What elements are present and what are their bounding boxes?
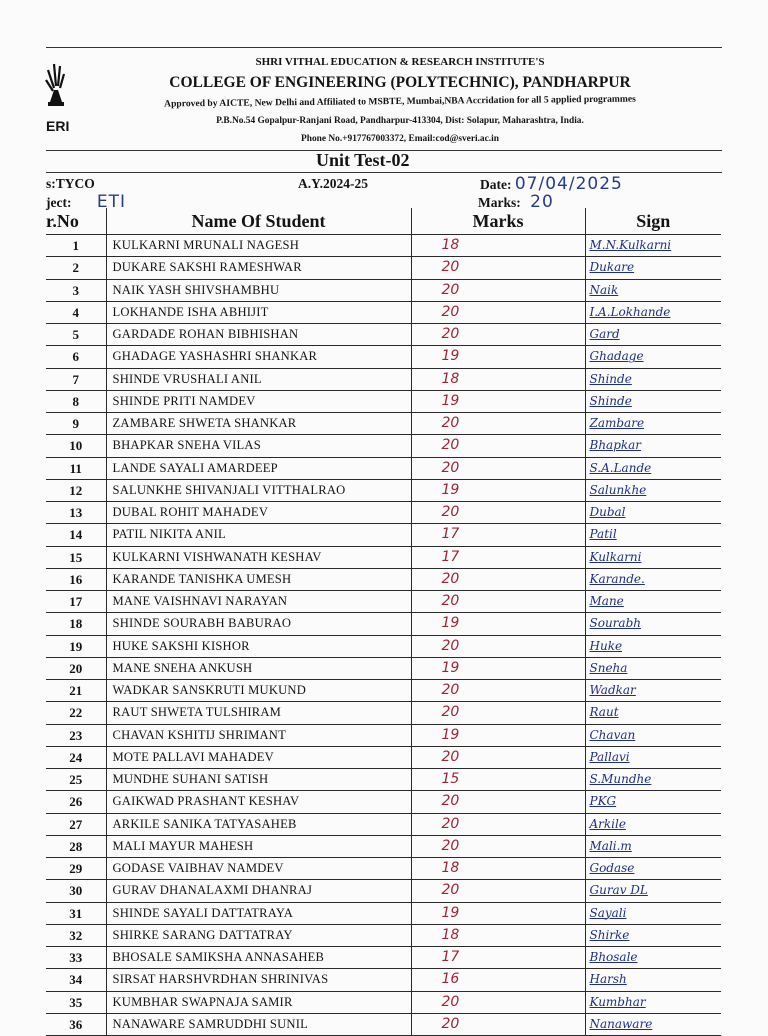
handwritten-signature: Gard [589, 327, 620, 342]
signature-cell [585, 457, 721, 479]
student-name-cell: SIRSAT HARSHVRDHAN SHRINIVAS [106, 969, 411, 991]
marks-cell: 19 [411, 346, 585, 368]
student-name-cell: LANDE SAYALI AMARDEEP [106, 457, 411, 479]
handwritten-signature: Shinde [589, 371, 632, 386]
signature-cell [585, 969, 721, 991]
date-field [480, 174, 623, 194]
student-name-cell: DUKARE SAKSHI RAMESHWAR [106, 257, 411, 279]
table-row [46, 969, 721, 991]
handwritten-signature: S.A.Lande [589, 460, 652, 475]
serial-number-cell: 34 [46, 969, 106, 991]
signature-cell [585, 702, 721, 724]
table-row [46, 769, 721, 791]
table-row [46, 613, 721, 635]
signature-cell [585, 813, 721, 835]
marks-cell: 20 [411, 680, 585, 702]
signature-cell [585, 880, 721, 902]
table-row [46, 746, 721, 768]
handwritten-signature: M.N.Kulkarni [589, 238, 672, 253]
table-row [46, 880, 721, 902]
marks-cell: 20 [411, 279, 585, 301]
table-row [46, 591, 721, 613]
handwritten-signature: Karande. [589, 571, 645, 586]
serial-number-cell: 27 [46, 813, 106, 835]
handwritten-signature: Nanaware [589, 1016, 653, 1031]
serial-number-cell: 30 [46, 880, 106, 902]
handwritten-signature: Patil [589, 527, 617, 542]
table-row [46, 657, 721, 679]
marks-cell: 19 [411, 902, 585, 924]
marks-cell: 19 [411, 657, 585, 679]
student-name-cell: SHINDE SAYALI DATTATRAYA [106, 902, 411, 924]
serial-number-cell: 19 [46, 635, 106, 657]
student-name-cell: SALUNKHE SHIVANJALI VITTHALRAO [106, 479, 411, 501]
marks-cell: 17 [411, 546, 585, 568]
marks-cell: 20 [411, 991, 585, 1013]
serial-number-cell: 20 [46, 657, 106, 679]
subject-label: ject: [46, 195, 72, 210]
handwritten-signature: Mali.m [589, 838, 632, 853]
marks-cell: 19 [411, 390, 585, 412]
handwritten-signature: PKG [589, 794, 617, 809]
serial-number-cell: 6 [46, 346, 106, 368]
marks-cell: 18 [411, 235, 585, 257]
marks-cell: 20 [411, 635, 585, 657]
student-name-cell: GARDADE ROHAN BIBHISHAN [106, 324, 411, 346]
handwritten-signature: I.A.Lokhande [589, 304, 671, 319]
table-row [46, 502, 721, 524]
contact-line: Phone No.+917767003372, Email:cod@sveri.ac.in [301, 134, 499, 144]
column-header-marks: Marks [411, 208, 585, 235]
signature-cell [585, 591, 721, 613]
serial-number-cell: 35 [46, 991, 106, 1013]
table-row [46, 235, 721, 257]
signature-cell [585, 680, 721, 702]
marks-cell: 20 [411, 791, 585, 813]
signature-cell [585, 413, 721, 435]
serial-number-cell: 33 [46, 947, 106, 969]
handwritten-signature: Pallavi [589, 749, 630, 764]
student-name-cell: KULKARNI MRUNALI NAGESH [106, 235, 411, 257]
top-border-line [46, 47, 722, 48]
marks-cell: 18 [411, 924, 585, 946]
handwritten-signature: Sourabh [589, 616, 641, 631]
serial-number-cell: 23 [46, 724, 106, 746]
serial-number-cell: 36 [46, 1013, 106, 1035]
column-header-sign: Sign [585, 208, 721, 235]
handwritten-signature: Gurav DL [589, 883, 648, 898]
handwritten-signature: Harsh [589, 972, 627, 987]
signature-cell [585, 235, 721, 257]
signature-cell [585, 746, 721, 768]
table-row [46, 813, 721, 835]
table-header-row [46, 208, 721, 235]
serial-number-cell: 17 [46, 591, 106, 613]
student-name-cell: NANAWARE SAMRUDDHI SUNIL [106, 1013, 411, 1035]
signature-cell [585, 279, 721, 301]
table-row [46, 301, 721, 323]
student-name-cell: KARANDE TANISHKA UMESH [106, 568, 411, 590]
marks-table [46, 208, 721, 1036]
serial-number-cell: 7 [46, 368, 106, 390]
table-row [46, 435, 721, 457]
address-line: P.B.No.54 Gopalpur-Ranjani Road, Pandharpur-413304, Dist: Solapur, Maharashtra, India. [216, 116, 584, 126]
student-name-cell: DUBAL ROHIT MAHADEV [106, 502, 411, 524]
signature-cell [585, 769, 721, 791]
student-name-cell: HUKE SAKSHI KISHOR [106, 635, 411, 657]
handwritten-signature: S.Mundhe [589, 772, 652, 787]
date-label: Date: [480, 177, 512, 192]
student-name-cell: MUNDHE SUHANI SATISH [106, 769, 411, 791]
handwritten-signature: Dubal [589, 505, 626, 520]
signature-cell [585, 479, 721, 501]
handwritten-signature: Salunkhe [589, 482, 647, 497]
signature-cell [585, 301, 721, 323]
subject-value: ETI [96, 192, 126, 212]
marks-cell: 20 [411, 413, 585, 435]
student-name-cell: WADKAR SANSKRUTI MUKUND [106, 680, 411, 702]
serial-number-cell: 14 [46, 524, 106, 546]
signature-cell [585, 991, 721, 1013]
serial-number-cell: 25 [46, 769, 106, 791]
handwritten-signature: Zambare [589, 416, 645, 431]
serial-number-cell: 26 [46, 791, 106, 813]
table-row [46, 479, 721, 501]
student-name-cell: ARKILE SANIKA TATYASAHEB [106, 813, 411, 835]
marks-cell: 19 [411, 479, 585, 501]
marks-cell: 20 [411, 257, 585, 279]
marks-cell: 20 [411, 746, 585, 768]
column-header-name: Name Of Student [106, 208, 411, 235]
handwritten-signature: Chavan [589, 727, 636, 742]
table-row [46, 368, 721, 390]
test-title: Unit Test-02 [316, 150, 410, 170]
serial-number-cell: 31 [46, 902, 106, 924]
student-name-cell: GURAV DHANALAXMI DHANRAJ [106, 880, 411, 902]
student-name-cell: ZAMBARE SHWETA SHANKAR [106, 413, 411, 435]
table-row [46, 702, 721, 724]
serial-number-cell: 13 [46, 502, 106, 524]
handwritten-signature: Mane [589, 594, 624, 609]
table-row [46, 324, 721, 346]
table-row [46, 413, 721, 435]
student-name-cell: KUMBHAR SWAPNAJA SAMIR [106, 991, 411, 1013]
serial-number-cell: 3 [46, 279, 106, 301]
marks-cell: 20 [411, 835, 585, 857]
marks-cell: 15 [411, 769, 585, 791]
table-row [46, 791, 721, 813]
signature-cell [585, 346, 721, 368]
signature-cell [585, 568, 721, 590]
signature-cell [585, 835, 721, 857]
marks-cell: 16 [411, 969, 585, 991]
table-row [46, 902, 721, 924]
signature-cell [585, 1013, 721, 1035]
marks-cell: 20 [411, 1013, 585, 1035]
approval-line: Approved by AICTE, New Delhi and Affiliated to MSBTE, Mumbai,NBA Accridation for all 5 applied programmes [164, 93, 636, 110]
signature-cell [585, 791, 721, 813]
marks-cell: 20 [411, 502, 585, 524]
handwritten-signature: Kumbhar [589, 994, 646, 1009]
marks-cell: 20 [411, 813, 585, 835]
signature-cell [585, 947, 721, 969]
marks-cell: 20 [411, 324, 585, 346]
student-name-cell: MANE SNEHA ANKUSH [106, 657, 411, 679]
student-name-cell: KULKARNI VISHWANATH KESHAV [106, 546, 411, 568]
serial-number-cell: 2 [46, 257, 106, 279]
student-name-cell: MALI MAYUR MAHESH [106, 835, 411, 857]
handwritten-signature: Bhosale [589, 950, 638, 965]
serial-number-cell: 12 [46, 479, 106, 501]
signature-cell [585, 546, 721, 568]
signature-cell [585, 368, 721, 390]
student-name-cell: SHINDE SOURABH BABURAO [106, 613, 411, 635]
marks-cell: 20 [411, 457, 585, 479]
handwritten-signature: Arkile [589, 816, 626, 831]
student-name-cell: BHOSALE SAMIKSHA ANNASAHEB [106, 947, 411, 969]
class-label: s:TYCO [46, 176, 95, 191]
student-name-cell: RAUT SHWETA TULSHIRAM [106, 702, 411, 724]
signature-cell [585, 502, 721, 524]
handwritten-signature: Dukare [589, 260, 635, 275]
student-name-cell: GHADAGE YASHASHRI SHANKAR [106, 346, 411, 368]
handwritten-signature: Shirke [589, 927, 630, 942]
marks-cell: 20 [411, 591, 585, 613]
serial-number-cell: 16 [46, 568, 106, 590]
student-name-cell: GAIKWAD PRASHANT KESHAV [106, 791, 411, 813]
table-row [46, 279, 721, 301]
serial-number-cell: 32 [46, 924, 106, 946]
signature-cell [585, 257, 721, 279]
student-name-cell: SHINDE VRUSHALI ANIL [106, 368, 411, 390]
marks-label: Marks: [478, 195, 521, 210]
student-name-cell: MANE VAISHNAVI NARAYAN [106, 591, 411, 613]
signature-cell [585, 924, 721, 946]
column-header-srno: r.No [46, 208, 106, 235]
table-row [46, 568, 721, 590]
marks-cell: 19 [411, 613, 585, 635]
handwritten-signature: Kulkarni [589, 549, 642, 564]
table-row [46, 1013, 721, 1035]
handwritten-signature: Bhapkar [589, 438, 642, 453]
serial-number-cell: 24 [46, 746, 106, 768]
marks-cell: 18 [411, 368, 585, 390]
table-row [46, 724, 721, 746]
serial-number-cell: 22 [46, 702, 106, 724]
marks-cell: 20 [411, 301, 585, 323]
marks-cell: 20 [411, 435, 585, 457]
marks-value: 20 [530, 192, 554, 212]
table-row [46, 524, 721, 546]
serial-number-cell: 11 [46, 457, 106, 479]
serial-number-cell: 1 [46, 235, 106, 257]
signature-cell [585, 902, 721, 924]
table-row [46, 835, 721, 857]
serial-number-cell: 28 [46, 835, 106, 857]
handwritten-signature: Godase [589, 861, 635, 876]
student-name-cell: MOTE PALLAVI MAHADEV [106, 746, 411, 768]
handwritten-signature: Huke [589, 638, 623, 653]
table-row [46, 346, 721, 368]
table-row [46, 457, 721, 479]
student-name-cell: SHIRKE SARANG DATTATRAY [106, 924, 411, 946]
signature-cell [585, 657, 721, 679]
marks-cell: 19 [411, 724, 585, 746]
serial-number-cell: 29 [46, 858, 106, 880]
table-row [46, 991, 721, 1013]
table-row [46, 858, 721, 880]
student-name-cell: LOKHANDE ISHA ABHIJIT [106, 301, 411, 323]
student-name-cell: SHINDE PRITI NAMDEV [106, 390, 411, 412]
divider [46, 172, 722, 173]
handwritten-signature: Sneha [589, 660, 628, 675]
handwritten-signature: Wadkar [589, 683, 636, 698]
institute-name: SHRI VITHAL EDUCATION & RESEARCH INSTITUTE'S [255, 56, 545, 68]
signature-cell [585, 613, 721, 635]
handwritten-signature: Raut [589, 705, 619, 720]
serial-number-cell: 8 [46, 390, 106, 412]
signature-cell [585, 435, 721, 457]
handwritten-signature: Naik [589, 282, 619, 297]
student-name-cell: CHAVAN KSHITIJ SHRIMANT [106, 724, 411, 746]
signature-cell [585, 858, 721, 880]
serial-number-cell: 5 [46, 324, 106, 346]
student-name-cell: NAIK YASH SHIVSHAMBHU [106, 279, 411, 301]
table-row [46, 390, 721, 412]
student-name-cell: PATIL NIKITA ANIL [106, 524, 411, 546]
serial-number-cell: 4 [46, 301, 106, 323]
marks-cell: 17 [411, 947, 585, 969]
signature-cell [585, 724, 721, 746]
student-name-cell: BHAPKAR SNEHA VILAS [106, 435, 411, 457]
signature-cell [585, 390, 721, 412]
table-row [46, 924, 721, 946]
table-row [46, 635, 721, 657]
serial-number-cell: 15 [46, 546, 106, 568]
marks-cell: 17 [411, 524, 585, 546]
handwritten-signature: Shinde [589, 393, 632, 408]
signature-cell [585, 635, 721, 657]
table-row [46, 546, 721, 568]
marks-cell: 20 [411, 702, 585, 724]
marks-cell: 20 [411, 880, 585, 902]
serial-number-cell: 21 [46, 680, 106, 702]
signature-cell [585, 324, 721, 346]
table-row [46, 947, 721, 969]
logo-text: ERI [46, 118, 70, 134]
academic-year: A.Y.2024-25 [298, 176, 369, 191]
serial-number-cell: 9 [46, 413, 106, 435]
marks-cell: 18 [411, 858, 585, 880]
handwritten-signature: Sayali [589, 905, 627, 920]
marks-cell: 20 [411, 568, 585, 590]
signature-cell [585, 524, 721, 546]
college-name: COLLEGE OF ENGINEERING (POLYTECHNIC), PANDHARPUR [169, 74, 631, 91]
student-name-cell: GODASE VAIBHAV NAMDEV [106, 858, 411, 880]
table-row [46, 680, 721, 702]
serial-number-cell: 18 [46, 613, 106, 635]
serial-number-cell: 10 [46, 435, 106, 457]
handwritten-signature: Ghadage [589, 349, 644, 364]
date-value: 07/04/2025 [514, 174, 623, 194]
table-row [46, 257, 721, 279]
